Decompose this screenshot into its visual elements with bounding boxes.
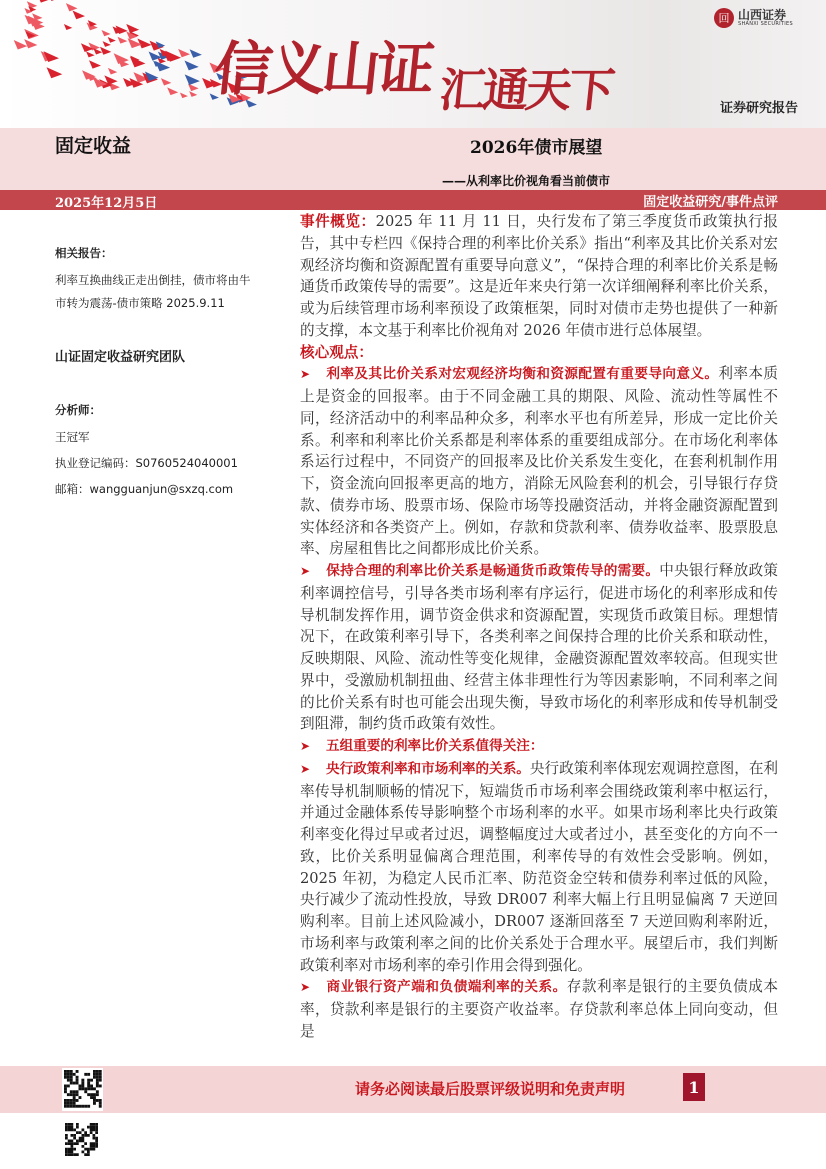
arrow-shape — [48, 0, 58, 1]
arrow-shape — [167, 87, 178, 95]
qr-code-icon[interactable] — [62, 1068, 103, 1111]
arrow-bullet-icon: ➤ — [300, 564, 311, 578]
arrow-bullet-icon: ➤ — [300, 739, 311, 753]
arrow-shape — [24, 39, 37, 48]
arrow-shape — [130, 56, 146, 67]
arrow-shape — [114, 53, 129, 64]
key-point-text: 存款利率是银行的主要负债成本率，贷款利率是银行的主要资产收益率。存贷款利率总体上同向变动，但是 — [300, 978, 778, 1040]
report-date: 2025年12月5日 — [55, 196, 158, 211]
analyst-label: 分析师： — [55, 403, 101, 417]
arrow-shape — [102, 30, 111, 36]
arrow-shape — [86, 51, 95, 57]
related-report-line1[interactable]: 利率互换曲线正走出倒挂，债市将由牛 — [55, 273, 251, 287]
key-point-text: 央行政策利率体现宏观调控意图，在利率传导机制顺畅的情况下，短端货币市场利率会围绕政策利率中枢运行，并通过金融体系传导影响整个市场利率的水平。如果市场利率比央行政策利率变化得过早或者过迟，调整幅度过大或者过小，甚至变化的方向不一致，比价关系明显偏离合理范围，利率传导的有效性会受影响。例如，2025 年初，为稳定人民币汇率、防范资金空转和债券利率过低的风险，央行减少了流动性投放，导致 DR007 利率大幅上行且明显偏离 7 天逆回购利率。目前上述风险减小，DR007 逐渐回落至 7 天逆回购利率附近，市场利率与政策利率之间的比价关系处于合理水平。展望后市，我们判断政策利率对市场利率的牵引作用会得到强化。 — [300, 759, 779, 974]
arrow-shape — [93, 48, 102, 54]
disclaimer-notice[interactable]: 请务必阅读最后股票评级说明和免责声明 — [355, 1080, 626, 1098]
report-title: 2026年债市展望 — [470, 138, 603, 158]
arrow-shape — [108, 37, 116, 43]
arrow-shape — [27, 1, 37, 8]
key-point-text: 利率本质上是资金的回报率。由于不同金融工具的期限、风险、流动性等属性不同，经济活动中的利率品种众多，利率水平也有所差异，形成一定比价关系。利率和利率比价关系都是利率体系的重要组成部分。在市场化利率体系运行过程中，不同资产的回报率及比价关系发生变化，在套利机制作用下，资金流向回报率更高的地方，消除无风险套利的机会，引导银行存贷款、债券市场、股票市场、保险市场等投融资活动，并将金融资源配置到实体经济和各类资产上。例如，存款和贷款利率、债券收益率、股票股息率、房屋租售比之间都形成比价关系。 — [300, 365, 778, 558]
page-number: 1 — [683, 1073, 705, 1101]
company-logo — [714, 8, 793, 28]
arrow-shape — [137, 38, 151, 48]
arrow-bullet-icon: ➤ — [300, 761, 311, 776]
key-point-lead: 商业银行资产端和负债端利率的关系。 — [326, 979, 567, 996]
arrow-shape — [64, 24, 72, 30]
arrow-shape — [66, 3, 78, 11]
arrow-bullet-icon: ➤ — [300, 367, 311, 382]
key-point-lead: 央行政策利率和市场利率的关系。 — [326, 760, 530, 777]
slogan-line1: 信义山证 — [210, 35, 435, 103]
logo-emblem-icon: 回 — [714, 8, 734, 28]
key-point-lead: 五组重要的利率比价关系值得关注： — [326, 738, 544, 754]
date-category-bar — [0, 190, 826, 210]
logo-en: SHANXI SECURITIES — [738, 21, 793, 27]
related-reports-label: 相关报告： — [55, 246, 113, 260]
arrow-shape — [189, 91, 197, 97]
arrow-shape — [117, 37, 127, 44]
team-name: 山证固定收益研究团队 — [55, 350, 186, 365]
key-point — [300, 758, 778, 977]
arrow-shape — [190, 49, 202, 58]
arrow-shape — [161, 78, 171, 85]
key-point — [300, 560, 778, 735]
report-type: 证券研究报告 — [720, 101, 799, 116]
arrow-shape — [89, 60, 101, 68]
arrow-shape — [185, 74, 200, 85]
arrow-shape — [100, 47, 111, 55]
core-views-heading: 核心观点： — [300, 343, 373, 361]
arrow-shape — [37, 0, 48, 3]
header-banner — [0, 0, 826, 128]
related-report-line2[interactable]: 市转为震荡-债市策略 2025.9.11 — [55, 296, 225, 310]
report-category: 固定收益研究/事件点评 — [643, 195, 778, 210]
arrow-shape — [24, 29, 39, 39]
slogan-line2: 汇通天下 — [436, 63, 615, 117]
key-point — [300, 976, 778, 1042]
logo-cn: 山西证券 — [738, 8, 787, 22]
arrow-shape — [184, 60, 198, 70]
sector-label: 固定收益 — [55, 135, 132, 157]
key-point-lead: 保持合理的利率比价关系是畅通货币政策传导的需要。 — [326, 563, 660, 579]
footer-band — [0, 1066, 826, 1113]
arrow-shape — [103, 41, 111, 47]
arrow-shape — [180, 92, 188, 98]
arrow-shape — [73, 10, 85, 19]
overview-paragraph: 事件概览：2025 年 11 月 11 日，央行发布了第三季度货币政策执行报告，其中专栏四《保持合理的利率比价关系》指出“利率及其比价关系对宏观经济均衡和资源配置有重要导向意义”，“保持合理的利率比价关系是畅通货币政策传导的需要”。这是近年来央行第一次详细阐释利率比价关系，或为后续管理市场利率预设了政策框架，同时对债市走势也提供了一种新的支撑，本文基于利率比价视角对 2026 年债市进行总体展望。 — [300, 213, 778, 339]
arrow-shape — [178, 49, 190, 57]
key-point-lead: 利率及其比价关系对宏观经济均衡和资源配置有重要导向意义。 — [326, 366, 719, 383]
report-subtitle: ——从利率比价视角看当前债市 — [442, 174, 611, 188]
analyst-license: 执业登记编码：S0760524040001 — [55, 456, 238, 470]
qr-code-icon[interactable] — [63, 1121, 100, 1158]
analyst-email[interactable]: 邮箱：wangguanjun@sxzq.com — [55, 482, 234, 496]
arrow-shape — [126, 24, 139, 33]
arrow-bullet-icon: ➤ — [300, 980, 311, 995]
arrow-shape — [108, 68, 117, 75]
key-point — [300, 363, 778, 560]
report-body — [300, 211, 778, 1043]
analyst-name: 王冠军 — [55, 430, 90, 444]
arrow-shape — [47, 67, 63, 78]
key-point-text: 中央银行释放政策利率调控信号，引导各类市场利率有序运行，促进市场化的利率形成和传导机制发挥作用，调节资金供求和资源配置，实现货币政策目标。理想情况下，在政策利率引导下，各类利率之间保持合理的比价关系和联动性，反映期限、风险、流动性等变化规律，金融资源配置效率较高。但现实世界中，受激励机制扭曲、经营主体非理性行为等因素影响，不同利率之间的比价关系有时也可能会出现失衡，导致市场化的利率形成和传导机制受到阻滞，制约货币政策有效性。 — [300, 562, 778, 733]
key-point — [300, 735, 778, 758]
